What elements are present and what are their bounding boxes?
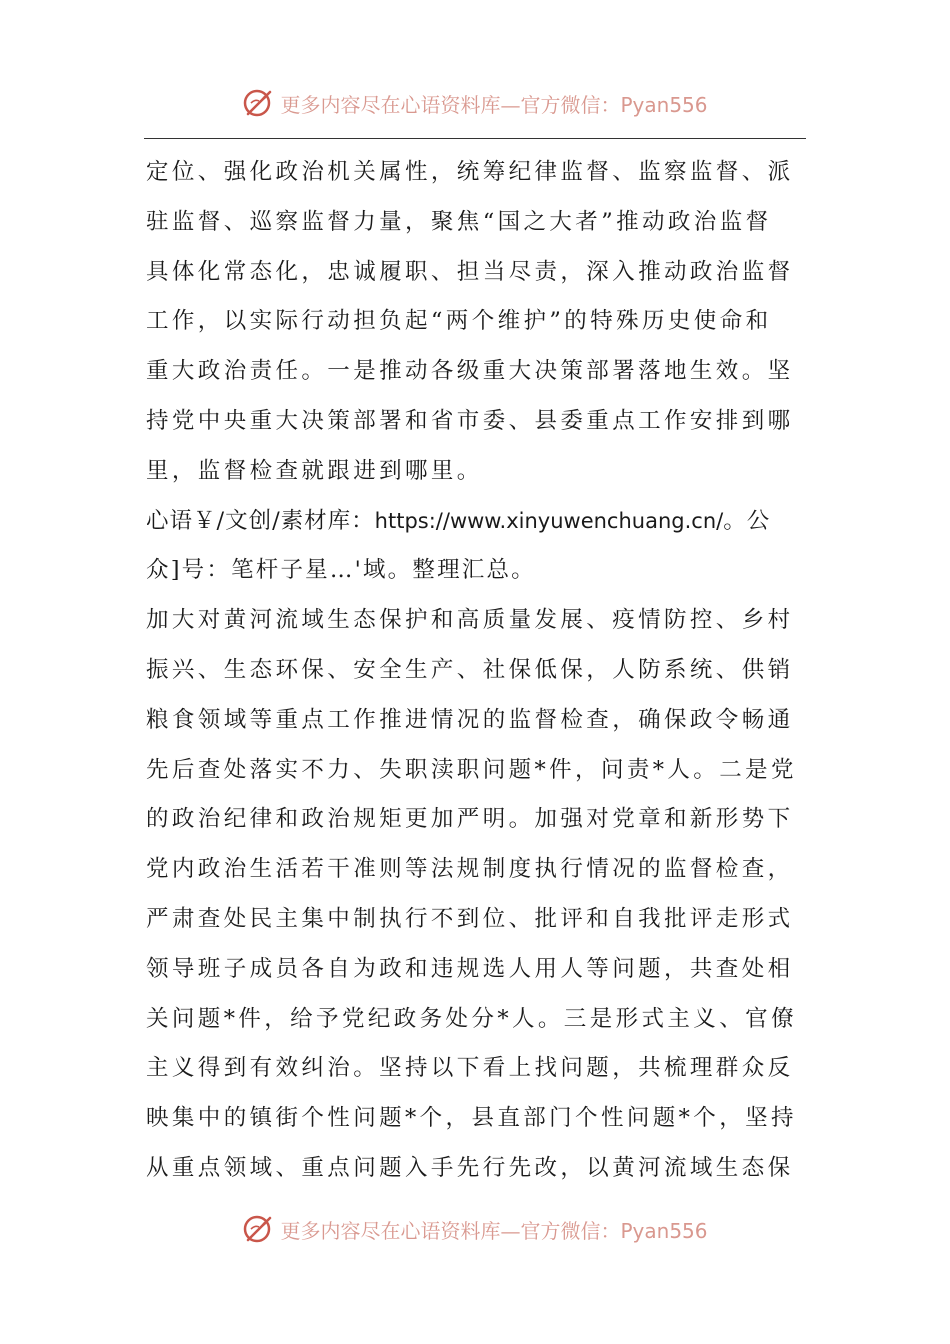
- text-line: 先后查处落实不力、失职渎职问题*件，问责*人。二是党: [146, 756, 797, 783]
- quill-logo-icon: [242, 86, 276, 120]
- header-banner-text: [280, 89, 707, 118]
- footer-site-name: 更多内容尽在心语资料库: [280, 1218, 501, 1243]
- text-line: 工作，以实际行动担负起“两个维护”的特殊历史使命和: [146, 308, 772, 335]
- text-line: 主义得到有效纠治。坚持以下看上找问题，共梳理群众反: [146, 1055, 794, 1082]
- source-line: [146, 497, 810, 547]
- header-site-name: 更多内容尽在心语资料库: [280, 92, 501, 117]
- text-line: 的政治纪律和政治规矩更加严明。加强对党章和新形势下: [146, 806, 794, 833]
- header-wechat-id: Pyan556: [620, 92, 708, 117]
- footer-dash: —: [500, 1218, 521, 1243]
- text-line: 党内政治生活若干准则等法规制度执行情况的监督检查，: [146, 856, 794, 883]
- source-url-link[interactable]: https://www.xinyuwenchuang.cn/: [374, 508, 724, 533]
- source-prefix: 心语￥/文创/素材库：: [146, 507, 375, 534]
- header-wechat-label: 官方微信：: [520, 92, 621, 117]
- text-line: 关问题*件，给予党纪政务处分*人。三是形式主义、官僚: [146, 1005, 797, 1032]
- text-line: 里，监督检查就跟进到哪里。: [146, 457, 483, 484]
- text-line: 持党中央重大决策部署和省市委、县委重点工作安排到哪: [146, 407, 794, 434]
- document-body: [146, 148, 810, 1194]
- text-line: 驻监督、巡察监督力量，聚焦“国之大者”推动政治监督: [146, 208, 772, 235]
- text-line: 加大对黄河流域生态保护和高质量发展、疫情防控、乡村: [146, 607, 794, 634]
- header-dash: —: [500, 92, 521, 117]
- text-line: 定位、强化政治机关属性，统筹纪律监督、监察监督、派: [146, 159, 794, 185]
- text-line: 具体化常态化，忠诚履职、担当尽责，深入推动政治监督: [146, 258, 794, 285]
- footer-wechat-label: 官方微信：: [520, 1218, 621, 1243]
- source-suffix: 。公: [723, 507, 771, 534]
- quill-logo-icon: [242, 1212, 276, 1246]
- footer-banner: [0, 1206, 950, 1252]
- footer-banner-text: [280, 1215, 707, 1244]
- text-line: 严肃查处民主集中制执行不到位、批评和自我批评走形式: [146, 905, 794, 932]
- source-line-2: 众]号：笔杆子星…'域。整理汇总。: [146, 557, 536, 584]
- text-line: 从重点领域、重点问题入手先行先改，以黄河流域生态保: [146, 1154, 794, 1181]
- text-line: 重大政治责任。一是推动各级重大决策部署落地生效。坚: [146, 358, 794, 385]
- text-line: 振兴、生态环保、安全生产、社保低保，人防系统、供销: [146, 656, 794, 683]
- text-line: 粮食领域等重点工作推进情况的监督检查，确保政令畅通: [146, 706, 794, 733]
- text-line: 映集中的镇街个性问题*个，县直部门个性问题*个，坚持: [146, 1105, 797, 1132]
- text-line: 领导班子成员各自为政和违规选人用人等问题，共查处相: [146, 955, 794, 982]
- footer-wechat-id: Pyan556: [620, 1218, 708, 1243]
- header-banner: [0, 80, 950, 126]
- header-divider: [144, 138, 806, 139]
